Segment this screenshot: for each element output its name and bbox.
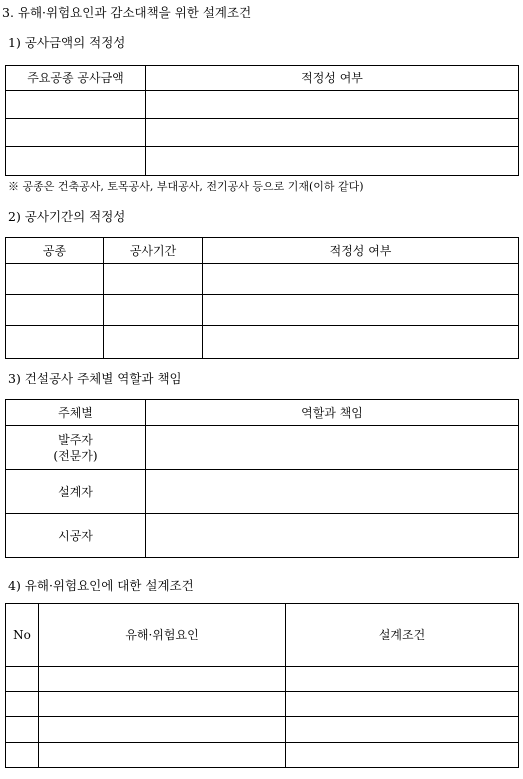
table-row bbox=[6, 295, 519, 326]
hazard-design-table bbox=[5, 603, 519, 768]
input-cell[interactable] bbox=[6, 119, 146, 147]
header-cell: 공종 bbox=[6, 238, 104, 264]
header-cell: 주체별 bbox=[6, 400, 146, 426]
input-cell[interactable] bbox=[6, 692, 39, 717]
party-label bbox=[6, 514, 146, 558]
party-name: 발주자 bbox=[58, 432, 93, 447]
input-cell[interactable] bbox=[286, 743, 519, 768]
table-row bbox=[6, 119, 519, 147]
input-cell[interactable] bbox=[286, 692, 519, 717]
header-cell: 유해·위험요인 bbox=[39, 604, 286, 667]
roles-responsibilities-table bbox=[5, 399, 519, 558]
input-cell[interactable] bbox=[6, 264, 104, 295]
input-cell[interactable] bbox=[6, 147, 146, 176]
input-cell[interactable] bbox=[39, 667, 286, 692]
input-cell[interactable] bbox=[203, 264, 519, 295]
input-cell[interactable] bbox=[104, 326, 203, 359]
table-row bbox=[6, 717, 519, 743]
input-cell[interactable] bbox=[203, 295, 519, 326]
header-cell: No bbox=[6, 604, 39, 667]
table-row bbox=[6, 426, 519, 470]
section-4-heading: 4) 유해·위험요인에 대한 설계조건 bbox=[8, 578, 194, 593]
section-2-heading: 2) 공사기간의 적정성 bbox=[8, 209, 126, 224]
header-cell: 적정성 여부 bbox=[203, 238, 519, 264]
header-cell: 적정성 여부 bbox=[146, 66, 519, 91]
input-cell[interactable] bbox=[146, 119, 519, 147]
table-row bbox=[6, 743, 519, 768]
input-cell[interactable] bbox=[39, 717, 286, 743]
construction-cost-table bbox=[5, 65, 519, 176]
header-cell: 주요공종 공사금액 bbox=[6, 66, 146, 91]
input-cell[interactable] bbox=[146, 91, 519, 119]
party-name: 시공자 bbox=[58, 528, 93, 543]
input-cell[interactable] bbox=[6, 743, 39, 768]
input-cell[interactable] bbox=[6, 717, 39, 743]
input-cell[interactable] bbox=[146, 147, 519, 176]
input-cell[interactable] bbox=[104, 295, 203, 326]
party-label bbox=[6, 426, 146, 470]
input-cell[interactable] bbox=[6, 295, 104, 326]
section-1-heading: 1) 공사금액의 적정성 bbox=[8, 35, 126, 50]
input-cell[interactable] bbox=[146, 514, 519, 558]
table-row bbox=[6, 692, 519, 717]
input-cell[interactable] bbox=[6, 667, 39, 692]
construction-period-table bbox=[5, 237, 519, 359]
party-detail: (전문가) bbox=[53, 448, 98, 463]
section-3-heading: 3) 건설공사 주체별 역할과 책임 bbox=[8, 371, 182, 386]
input-cell[interactable] bbox=[6, 91, 146, 119]
table-row bbox=[6, 470, 519, 514]
header-cell: 공사기간 bbox=[104, 238, 203, 264]
table-row bbox=[6, 667, 519, 692]
input-cell[interactable] bbox=[146, 470, 519, 514]
input-cell[interactable] bbox=[39, 692, 286, 717]
table-row bbox=[6, 326, 519, 359]
page-title: 3. 유해·위험요인과 감소대책을 위한 설계조건 bbox=[2, 5, 252, 20]
header-cell: 설계조건 bbox=[286, 604, 519, 667]
header-cell: 역할과 책임 bbox=[146, 400, 519, 426]
input-cell[interactable] bbox=[286, 717, 519, 743]
input-cell[interactable] bbox=[146, 426, 519, 470]
table-row bbox=[6, 91, 519, 119]
input-cell[interactable] bbox=[39, 743, 286, 768]
table-row bbox=[6, 147, 519, 176]
input-cell[interactable] bbox=[203, 326, 519, 359]
input-cell[interactable] bbox=[104, 264, 203, 295]
input-cell[interactable] bbox=[6, 326, 104, 359]
party-label bbox=[6, 470, 146, 514]
party-name: 설계자 bbox=[58, 484, 93, 499]
input-cell[interactable] bbox=[286, 667, 519, 692]
footnote: ※ 공종은 건축공사, 토목공사, 부대공사, 전기공사 등으로 기재(이하 같다) bbox=[8, 180, 364, 193]
table-row bbox=[6, 514, 519, 558]
table-row bbox=[6, 264, 519, 295]
